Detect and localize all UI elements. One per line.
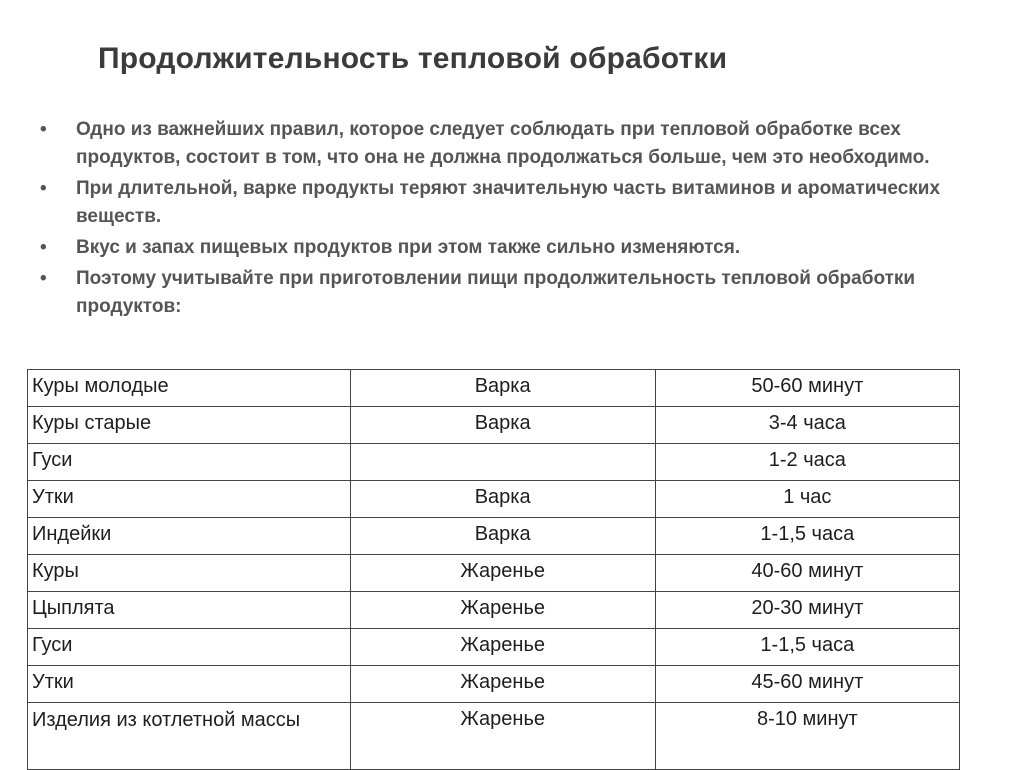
bullet-item <box>40 175 980 231</box>
table-cell-method <box>350 444 655 481</box>
table-cell-method: Варка <box>350 518 655 555</box>
table-cell-method: Жаренье <box>350 592 655 629</box>
table-cell-product: Куры молодые <box>28 370 351 407</box>
bullet-text: Одно из важнейших правил, которое следует соблюдать при тепловой обработке всех продуктов, состоит в том, что она не должна продолжаться больше, чем это необходимо. <box>76 119 930 168</box>
table-cell-product: Изделия из котлетной массы <box>28 703 351 770</box>
table-cell-product: Утки <box>28 481 351 518</box>
table-cell-product: Куры <box>28 555 351 592</box>
table-cell-product: Гуси <box>28 629 351 666</box>
table-cell-duration: 1-1,5 часа <box>655 518 959 555</box>
bullet-dot-icon: • <box>40 119 47 140</box>
table-cell-duration: 3-4 часа <box>655 407 959 444</box>
table-cell-method: Варка <box>350 481 655 518</box>
table-cell-product: Гуси <box>28 444 351 481</box>
table-row <box>28 518 960 555</box>
bullet-dot-icon: • <box>40 237 47 258</box>
table-row <box>28 444 960 481</box>
table-cell-duration: 1-2 часа <box>655 444 959 481</box>
table-row <box>28 629 960 666</box>
bullet-text: Вкус и запах пищевых продуктов при этом также сильно изменяются. <box>76 237 741 258</box>
table-row <box>28 592 960 629</box>
table-cell-product: Цыплята <box>28 592 351 629</box>
table-cell-product: Утки <box>28 666 351 703</box>
table-cell-product: Куры старые <box>28 407 351 444</box>
table-cell-duration: 1 час <box>655 481 959 518</box>
table-cell-duration: 8-10 минут <box>655 703 959 770</box>
table-cell-duration: 45-60 минут <box>655 666 959 703</box>
bullet-list <box>40 116 980 324</box>
table-cell-method: Варка <box>350 407 655 444</box>
table-cell-duration: 20-30 минут <box>655 592 959 629</box>
table-cell-duration: 1-1,5 часа <box>655 629 959 666</box>
bullet-item <box>40 234 980 262</box>
bullet-dot-icon: • <box>40 178 47 199</box>
table-cell-method: Жаренье <box>350 555 655 592</box>
table-cell-duration: 40-60 минут <box>655 555 959 592</box>
table-row <box>28 555 960 592</box>
bullet-item <box>40 116 980 172</box>
bullet-dot-icon: • <box>40 268 47 289</box>
bullet-text: При длительной, варке продукты теряют значительную часть витаминов и ароматических веществ. <box>76 178 941 227</box>
table-cell-method: Жаренье <box>350 629 655 666</box>
table-cell-method: Жаренье <box>350 703 655 770</box>
table-row <box>28 481 960 518</box>
table-row <box>28 407 960 444</box>
bullet-item <box>40 265 980 321</box>
cooking-time-table <box>27 369 960 770</box>
table-cell-method: Варка <box>350 370 655 407</box>
slide-title: Продолжительность тепловой обработки <box>98 42 728 75</box>
table-row <box>28 370 960 407</box>
table-cell-duration: 50-60 минут <box>655 370 959 407</box>
table-cell-product: Индейки <box>28 518 351 555</box>
table-row <box>28 703 960 770</box>
bullet-text: Поэтому учитывайте при приготовлении пищи продолжительность тепловой обработки продуктов: <box>76 268 916 317</box>
table-row <box>28 666 960 703</box>
table-cell-method: Жаренье <box>350 666 655 703</box>
